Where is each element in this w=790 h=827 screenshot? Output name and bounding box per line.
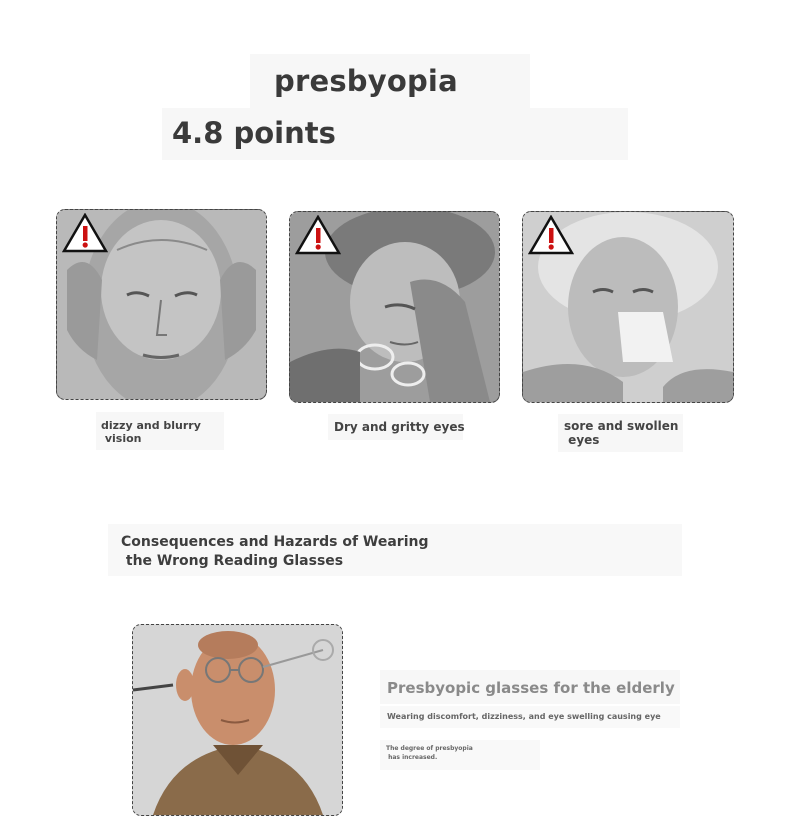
- page-title: presbyopia: [274, 64, 458, 98]
- product-title: Presbyopic glasses for the elderly: [387, 679, 675, 697]
- warning-triangle-icon: [295, 215, 341, 255]
- symptom-caption-dizzy: dizzy and blurry vision: [101, 419, 201, 445]
- product-description: Wearing discomfort, dizziness, and eye swelling causing eye: [387, 712, 661, 721]
- symptom-caption-dry-eyes: Dry and gritty eyes: [334, 420, 465, 434]
- symptom-photo-dizzy: [56, 209, 267, 400]
- warning-triangle-icon: [62, 213, 108, 253]
- symptom-photo-sore-eyes: [522, 211, 734, 403]
- elderly-man-glasses-image: [133, 625, 342, 815]
- symptom-caption-sore-eyes: sore and swollen eyes: [564, 419, 679, 447]
- warning-triangle-icon: [528, 215, 574, 255]
- product-small-note: The degree of presbyopia has increased.: [386, 745, 473, 761]
- section-heading: Consequences and Hazards of Wearing the Wrong Reading Glasses: [121, 534, 429, 569]
- symptom-photo-dry-eyes: [289, 211, 500, 403]
- points-label: 4.8 points: [172, 116, 336, 150]
- product-photo: [132, 624, 343, 816]
